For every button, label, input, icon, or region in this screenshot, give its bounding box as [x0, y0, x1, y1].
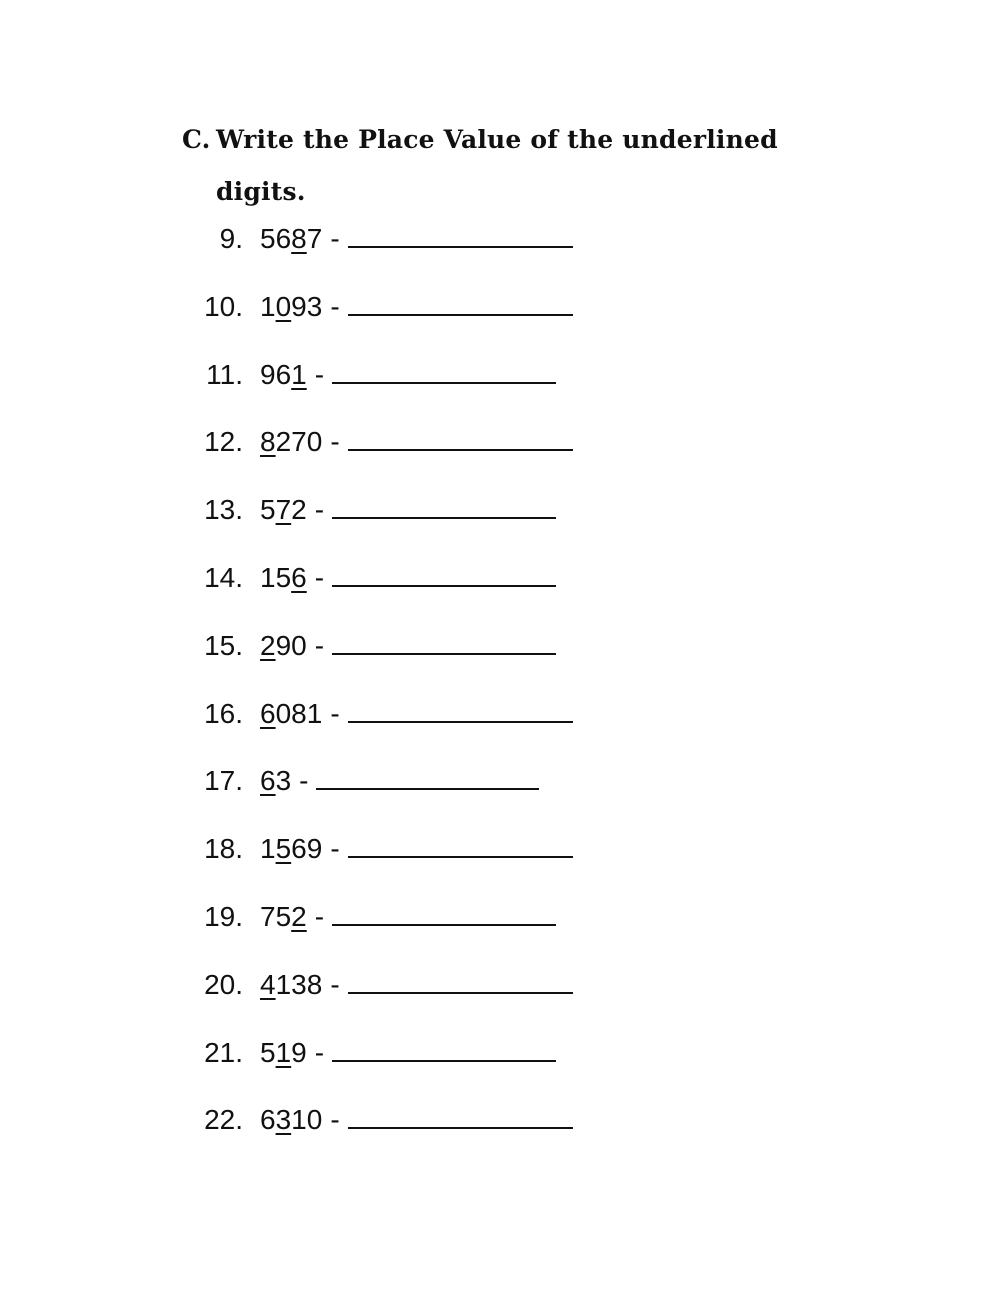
underlined-digit: 1 [275, 1036, 292, 1068]
underlined-digit: 6 [260, 765, 276, 797]
question-number: 18. [204, 833, 243, 865]
question-number: 22. [204, 1104, 243, 1136]
separator-dash: - [314, 1036, 325, 1068]
separator-dash: - [330, 1104, 340, 1136]
answer-blank[interactable] [332, 1034, 556, 1062]
digit: 0 [306, 426, 323, 458]
digit: 6 [275, 223, 292, 254]
separator-dash: - [314, 629, 325, 661]
question-number: 9. [219, 223, 243, 254]
digit: 9 [291, 1036, 307, 1068]
instruction-line-2: digits. [216, 177, 306, 206]
question-item [0, 553, 1000, 603]
question-number-value [260, 621, 556, 671]
question-item [0, 892, 1000, 942]
question-number: 20. [204, 968, 243, 1000]
underlined-digit: 0 [275, 290, 292, 322]
answer-blank[interactable] [348, 220, 573, 248]
question-item [0, 824, 1000, 874]
question-number-value [260, 553, 556, 603]
question-number: 15. [204, 629, 243, 661]
digit: 6 [291, 833, 307, 865]
question-item [0, 485, 1000, 535]
digit: 1 [260, 833, 276, 865]
underlined-digit: 4 [260, 968, 276, 1000]
question-number-value [260, 1028, 556, 1078]
answer-blank[interactable] [332, 491, 556, 519]
digit: 6 [275, 358, 292, 390]
question-number-value [260, 689, 573, 739]
question-number-value [260, 350, 556, 400]
question-number-value [260, 417, 573, 467]
digit: 1 [275, 968, 292, 1000]
question-item [0, 960, 1000, 1010]
answer-blank[interactable] [348, 288, 573, 316]
digit: 1 [260, 290, 276, 322]
question-number: 21. [204, 1036, 243, 1068]
answer-blank[interactable] [332, 559, 556, 587]
underlined-digit: 8 [260, 426, 276, 458]
underlined-digit: 6 [291, 562, 307, 593]
separator-dash: - [330, 290, 340, 322]
separator-dash: - [299, 765, 309, 797]
question-number: 14. [204, 562, 243, 593]
answer-blank[interactable] [348, 695, 573, 723]
question-item [0, 214, 1000, 264]
separator-dash: - [330, 833, 340, 865]
digit: 8 [291, 697, 307, 729]
digit: 1 [291, 1104, 307, 1136]
question-item [0, 1095, 1000, 1145]
underlined-digit: 8 [291, 223, 307, 254]
question-item [0, 282, 1000, 332]
digit: 0 [306, 1104, 323, 1136]
underlined-digit: 6 [260, 697, 276, 729]
digit: 9 [291, 290, 307, 322]
question-number-value [260, 892, 556, 942]
separator-dash: - [330, 426, 340, 458]
underlined-digit: 2 [260, 629, 276, 661]
section-letter: C. [182, 125, 211, 154]
underlined-digit: 2 [291, 901, 307, 932]
answer-blank[interactable] [332, 627, 556, 655]
question-number-value [260, 282, 573, 332]
digit: 8 [306, 968, 323, 1000]
question-number-value [260, 824, 573, 874]
question-number-value [260, 485, 556, 535]
digit: 1 [260, 562, 276, 593]
answer-blank[interactable] [316, 762, 539, 790]
question-item [0, 621, 1000, 671]
separator-dash: - [330, 697, 340, 729]
answer-blank[interactable] [332, 356, 556, 384]
digit: 7 [306, 223, 323, 254]
digit: 7 [260, 901, 276, 932]
question-item [0, 350, 1000, 400]
underlined-digit: 5 [275, 833, 292, 865]
digit: 3 [306, 290, 323, 322]
question-number: 10. [204, 290, 243, 322]
question-number: 13. [204, 494, 243, 526]
separator-dash: - [330, 968, 340, 1000]
digit: 2 [291, 494, 307, 526]
digit: 5 [275, 901, 292, 932]
digit: 7 [291, 426, 307, 458]
question-number: 17. [204, 765, 243, 797]
question-item [0, 689, 1000, 739]
digit: 5 [260, 494, 276, 526]
digit: 3 [275, 765, 292, 797]
digit: 0 [291, 629, 307, 661]
digit: 5 [260, 223, 276, 254]
underlined-digit: 1 [291, 358, 307, 390]
question-number-value [260, 214, 573, 264]
digit: 3 [291, 968, 307, 1000]
question-number: 12. [204, 426, 243, 458]
answer-blank[interactable] [348, 1101, 573, 1129]
separator-dash: - [314, 358, 325, 390]
digit: 6 [260, 1104, 276, 1136]
answer-blank[interactable] [348, 966, 573, 994]
separator-dash: - [314, 562, 325, 593]
question-number: 16. [204, 697, 243, 729]
digit: 1 [306, 697, 323, 729]
digit: 5 [275, 562, 292, 593]
digit: 9 [306, 833, 323, 865]
answer-blank[interactable] [332, 898, 556, 926]
digit: 9 [275, 629, 292, 661]
digit: 0 [275, 697, 292, 729]
question-number-value [260, 756, 539, 806]
question-number-value [260, 1095, 573, 1145]
separator-dash: - [314, 901, 325, 932]
question-number: 11. [206, 358, 243, 390]
digit: 9 [260, 358, 276, 390]
worksheet-heading [182, 114, 882, 218]
instruction-line-1: Write the Place Value of the underlined [216, 125, 778, 154]
separator-dash: - [330, 223, 340, 254]
separator-dash: - [314, 494, 325, 526]
underlined-digit: 7 [275, 494, 292, 526]
question-number: 19. [204, 901, 243, 932]
digit: 5 [260, 1036, 276, 1068]
question-item [0, 417, 1000, 467]
answer-blank[interactable] [348, 423, 573, 451]
question-item [0, 756, 1000, 806]
underlined-digit: 3 [275, 1104, 292, 1136]
question-item [0, 1028, 1000, 1078]
answer-blank[interactable] [348, 830, 573, 858]
question-number-value [260, 960, 573, 1010]
digit: 2 [275, 426, 292, 458]
